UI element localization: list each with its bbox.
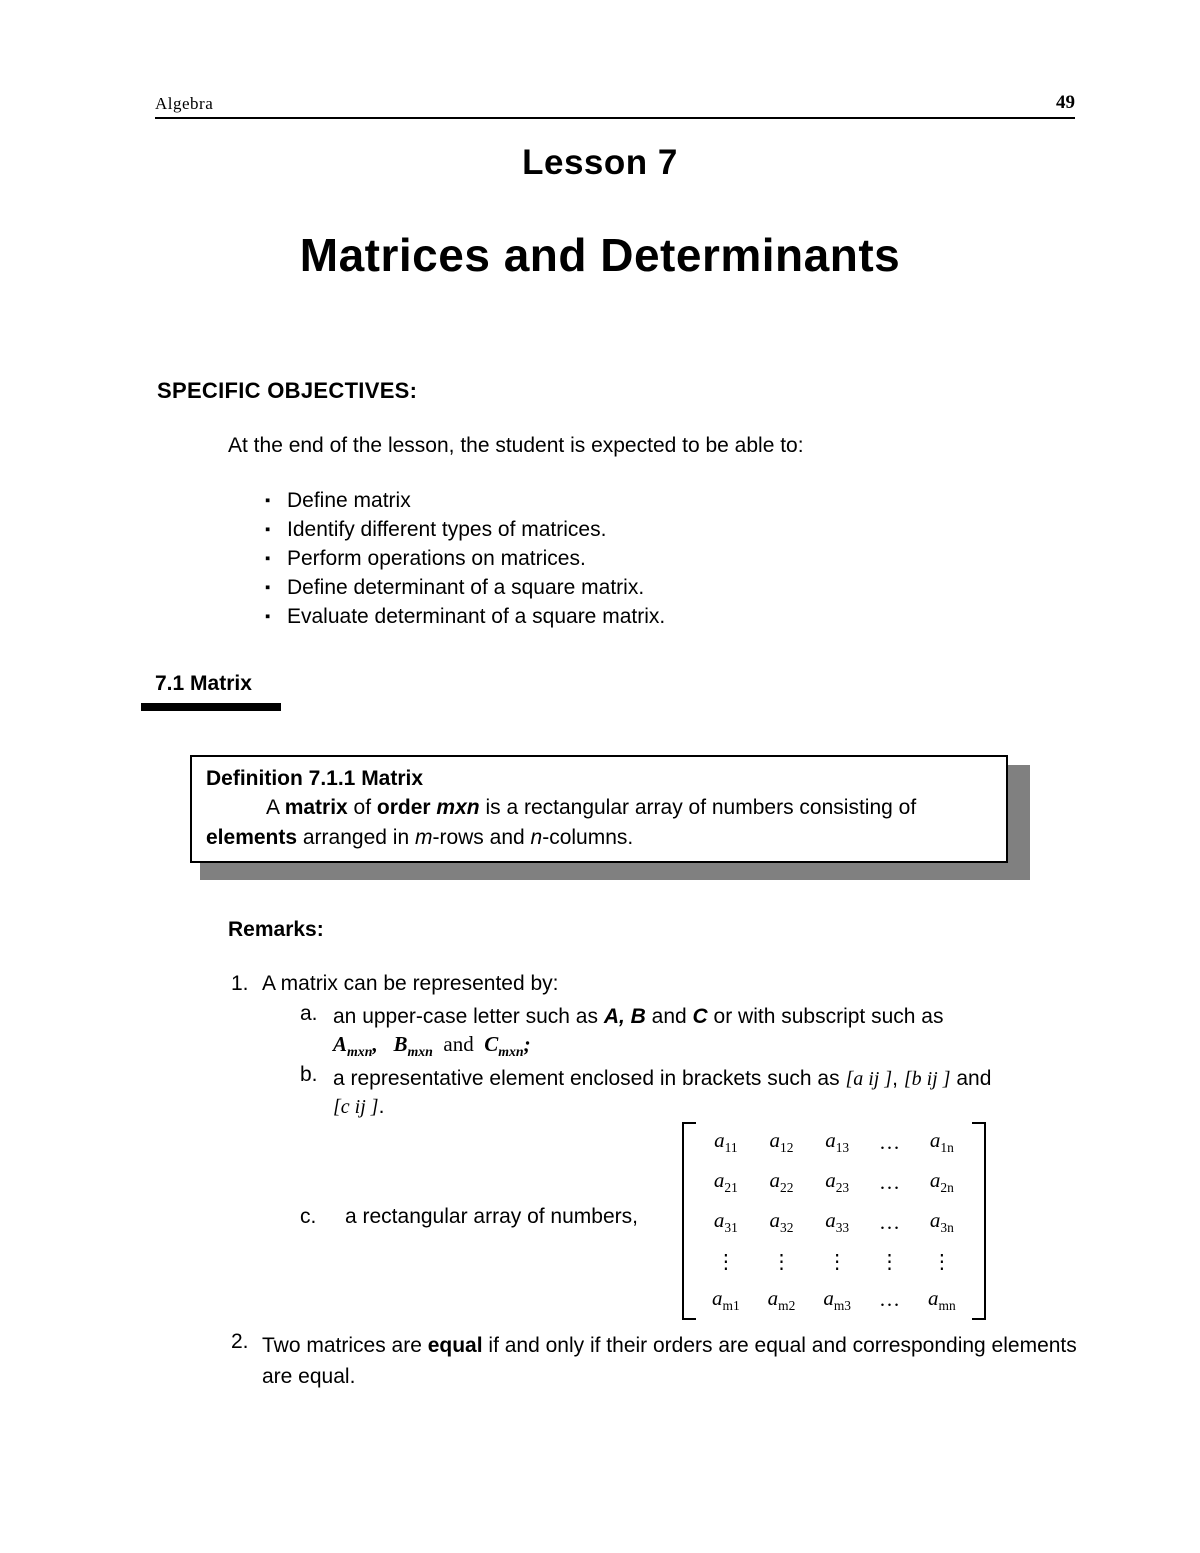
- objective-text: Evaluate determinant of a square matrix.: [287, 605, 666, 628]
- remark-1-text: A matrix can be represented by:: [262, 972, 559, 995]
- math-B: [393, 1032, 433, 1060]
- table-row: [698, 1243, 970, 1280]
- matrix-cell: [698, 1122, 754, 1162]
- objective-text: Perform operations on matrices.: [287, 547, 586, 570]
- remark-1b-label: b.: [300, 1063, 318, 1086]
- page-title: Matrices and Determinants: [299, 229, 901, 281]
- cell-sub: m2: [778, 1297, 796, 1313]
- cell-base: a: [769, 1208, 781, 1233]
- remark-1b-text: a representative element enclosed in brackets such as [a ij ], [b ij ] and: [333, 1067, 992, 1090]
- cell-base: a: [823, 1285, 834, 1310]
- cell-sub: m3: [833, 1297, 852, 1313]
- matrix-cell: [754, 1280, 810, 1320]
- remark-2-post: if and only if their orders are equal and corresponding elements are equal.: [262, 1334, 1077, 1388]
- cell-base: a: [929, 1128, 941, 1152]
- matrix-cell: [754, 1122, 810, 1162]
- sub-b-period: .: [378, 1095, 385, 1118]
- list-item: [265, 515, 1065, 544]
- cell-sub: 2n: [940, 1180, 954, 1196]
- math-C: [484, 1032, 531, 1060]
- cell-sub: 31: [724, 1220, 738, 1236]
- cell-base: a: [929, 1208, 941, 1233]
- math-C-tail: ;: [523, 1032, 531, 1056]
- cell-sub: 23: [835, 1180, 850, 1196]
- cell-sub: 1n: [940, 1140, 954, 1156]
- objective-text: Define determinant of a square matrix.: [287, 576, 645, 599]
- matrix-cell: [698, 1162, 754, 1202]
- cell-base: ⋮: [827, 1250, 848, 1273]
- math-A-base: A: [333, 1032, 348, 1056]
- def-bold-order: order: [376, 796, 431, 819]
- table-row: [698, 1202, 970, 1242]
- cell-sub: 12: [780, 1140, 794, 1156]
- matrix-cell-vdots: [914, 1243, 970, 1280]
- bracket-element-c: [c ij ]: [333, 1096, 379, 1118]
- sub-a-post: or with subscript such as: [707, 1005, 944, 1028]
- def-italic-n: n: [530, 826, 543, 849]
- sub-a-mid: and: [645, 1005, 693, 1028]
- cell-base: a: [928, 1285, 939, 1310]
- sub-b-and: and: [956, 1067, 992, 1090]
- matrix-cell-vdots: [754, 1243, 810, 1280]
- remarks-heading: Remarks:: [228, 918, 324, 941]
- definition-title: Definition 7.1.1 Matrix: [206, 767, 424, 790]
- page-header: [155, 92, 1075, 119]
- sub-b-main: a representative element enclosed in brackets such as: [333, 1067, 840, 1090]
- sub-a-bold-letters: A, B: [603, 1005, 646, 1028]
- def-text-2: of: [347, 796, 377, 819]
- matrix-cell: [809, 1122, 865, 1162]
- matrix-cell-ellipsis: [865, 1162, 914, 1202]
- remark-1c-label: c.: [300, 1205, 317, 1228]
- matrix-cell: [914, 1280, 970, 1320]
- cell-base: a: [769, 1128, 781, 1152]
- cell-sub: 3n: [940, 1220, 954, 1236]
- table-row: [698, 1280, 970, 1320]
- matrix-cell: [809, 1280, 865, 1320]
- def-bold-matrix: matrix: [284, 796, 348, 819]
- page-number: 49: [1056, 92, 1075, 113]
- square-bullet-icon: ▪: [265, 492, 271, 509]
- matrix-left-bracket: [682, 1122, 696, 1320]
- cell-sub: 22: [780, 1180, 794, 1196]
- matrix-cell: [914, 1162, 970, 1202]
- cell-base: …: [879, 1169, 901, 1194]
- cell-base: a: [713, 1208, 725, 1233]
- remark-2-number: 2.: [231, 1330, 249, 1353]
- general-matrix: [682, 1122, 986, 1320]
- cell-base: ⋮: [715, 1250, 736, 1273]
- cell-base: ⋮: [771, 1250, 792, 1273]
- def-text-1: A: [266, 796, 285, 819]
- matrix-cell-vdots: [698, 1243, 754, 1280]
- cell-base: …: [879, 1287, 901, 1312]
- def-bold-elements: elements: [206, 826, 298, 849]
- def-bold-mxn: mxn: [430, 796, 480, 819]
- objective-text: Define matrix: [287, 489, 411, 512]
- cell-base: a: [929, 1168, 941, 1193]
- list-item: [265, 573, 1065, 602]
- cell-base: …: [879, 1209, 901, 1234]
- square-bullet-icon: ▪: [265, 608, 271, 625]
- matrix-cell: [809, 1202, 865, 1242]
- math-B-base: B: [393, 1032, 408, 1056]
- header-subject: Algebra: [155, 94, 214, 113]
- lesson-title: Lesson 7: [522, 143, 678, 182]
- definition-box: [190, 755, 1008, 863]
- cell-base: …: [879, 1129, 901, 1154]
- bracket-element-a: [a ij ]: [845, 1068, 893, 1090]
- cell-base: a: [767, 1285, 779, 1310]
- remark-2-text: [262, 1330, 1080, 1392]
- matrix-cell-ellipsis: [865, 1280, 914, 1320]
- math-A-sub: mxn: [347, 1044, 373, 1060]
- cell-sub: m1: [722, 1297, 740, 1313]
- cell-base: a: [825, 1168, 836, 1193]
- objectives-list: [265, 486, 1065, 631]
- matrix-cell: [754, 1162, 810, 1202]
- sub-a-bold-c: C: [692, 1005, 708, 1028]
- math-A-tail: ,: [372, 1032, 378, 1056]
- math-C-base: C: [484, 1032, 499, 1056]
- cell-base: a: [769, 1168, 781, 1193]
- cell-base: a: [825, 1208, 836, 1233]
- cell-base: a: [713, 1168, 725, 1193]
- table-row: [698, 1162, 970, 1202]
- bracket-element-b: [b ij ]: [903, 1068, 951, 1090]
- cell-sub: 11: [724, 1140, 738, 1156]
- square-bullet-icon: ▪: [265, 550, 271, 567]
- cell-sub: 33: [835, 1220, 850, 1236]
- remark-1-number: 1.: [231, 972, 249, 995]
- cell-sub: mn: [938, 1297, 956, 1313]
- remark-1b-text-cont: [333, 1095, 384, 1119]
- cell-sub: 21: [724, 1180, 738, 1196]
- remark-1c-text: a rectangular array of numbers,: [345, 1205, 638, 1228]
- cell-sub: 13: [835, 1140, 850, 1156]
- matrix-table: [698, 1122, 970, 1320]
- objectives-intro: At the end of the lesson, the student is expected to be able to:: [228, 434, 804, 457]
- list-item: [265, 486, 1065, 515]
- matrix-cell: [809, 1162, 865, 1202]
- remark-1a-math: [333, 1032, 531, 1060]
- def-text-3: is a rectangular array of numbers consisting of: [479, 796, 917, 819]
- matrix-cell: [914, 1202, 970, 1242]
- def-text-4: arranged in: [297, 826, 415, 849]
- square-bullet-icon: ▪: [265, 521, 271, 538]
- math-and: and: [443, 1032, 474, 1056]
- matrix-cell: [914, 1122, 970, 1162]
- list-item: [265, 544, 1065, 573]
- math-B-sub: mxn: [407, 1044, 433, 1060]
- def-text-6: -columns.: [542, 826, 634, 849]
- remark-2-bold: equal: [427, 1334, 483, 1357]
- matrix-cell-ellipsis: [865, 1122, 914, 1162]
- section-heading: 7.1 Matrix: [155, 672, 252, 695]
- def-italic-m: m: [414, 826, 433, 849]
- remark-1a-label: a.: [300, 1002, 318, 1025]
- matrix-cell-ellipsis: [865, 1202, 914, 1242]
- objectives-heading: SPECIFIC OBJECTIVES:: [157, 378, 418, 403]
- cell-base: ⋮: [931, 1250, 952, 1273]
- table-row: [698, 1122, 970, 1162]
- matrix-right-bracket: [972, 1122, 986, 1320]
- matrix-cell: [754, 1202, 810, 1242]
- definition-body: [206, 793, 992, 853]
- section-underline: [141, 703, 281, 711]
- list-item: [265, 602, 1065, 631]
- def-text-5: -rows and: [432, 826, 531, 849]
- cell-sub: 32: [780, 1220, 794, 1236]
- square-bullet-icon: ▪: [265, 579, 271, 596]
- cell-base: a: [712, 1285, 723, 1310]
- remark-2-pre: Two matrices are: [262, 1334, 428, 1357]
- matrix-cell-vdots: [809, 1243, 865, 1280]
- matrix-cell-vdots: [865, 1243, 914, 1280]
- cell-base: a: [825, 1128, 836, 1152]
- math-A: [333, 1032, 378, 1060]
- matrix-cell: [698, 1280, 754, 1320]
- math-C-sub: mxn: [498, 1044, 524, 1060]
- sub-a-pre: an upper-case letter such as: [333, 1005, 604, 1028]
- matrix-cell: [698, 1202, 754, 1242]
- cell-base: ⋮: [879, 1250, 900, 1273]
- cell-base: a: [714, 1128, 725, 1152]
- objective-text: Identify different types of matrices.: [287, 518, 607, 541]
- remark-1a-text: [333, 1002, 1078, 1032]
